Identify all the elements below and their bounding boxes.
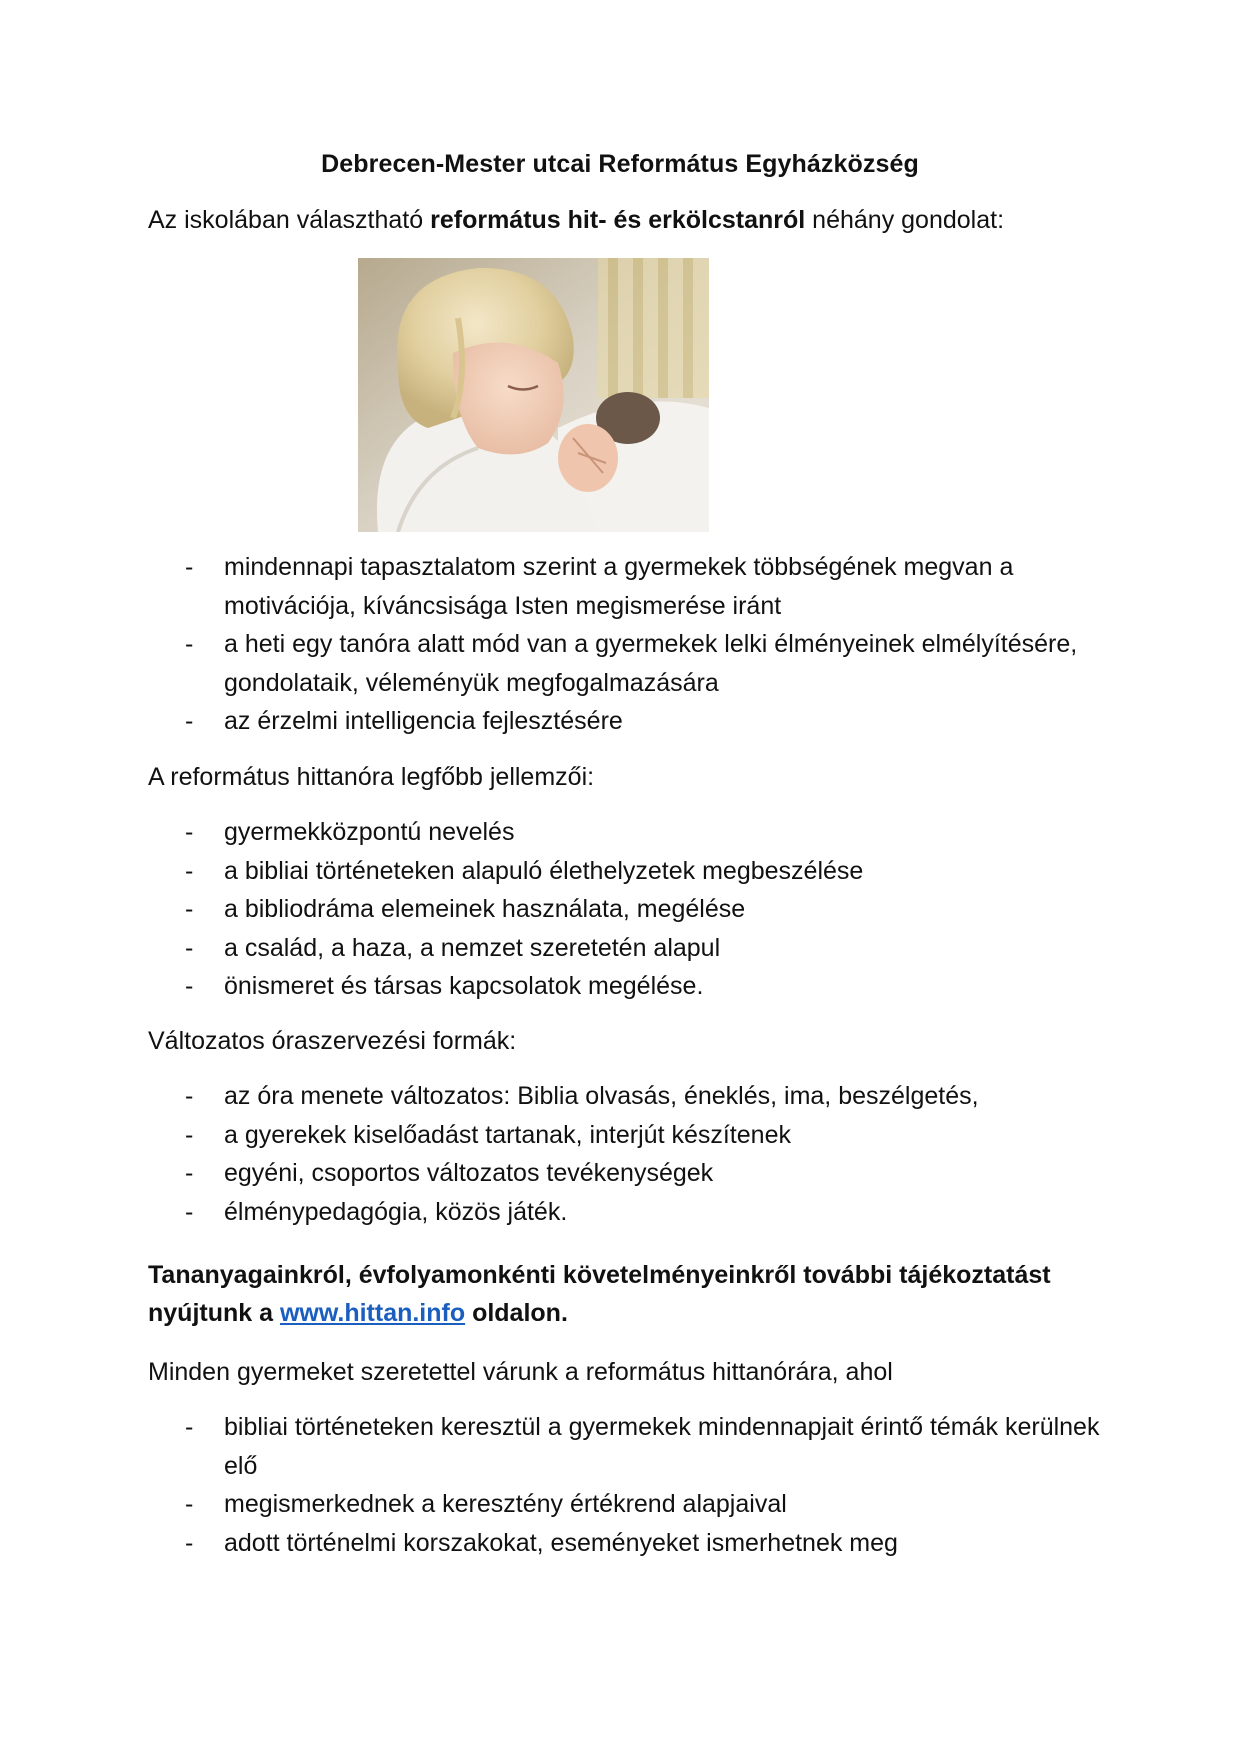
praying-child-photo xyxy=(358,258,709,532)
bullet-dash: - xyxy=(185,553,194,581)
hittan-info-link[interactable]: www.hittan.info xyxy=(279,1299,466,1327)
list-item xyxy=(148,1408,1108,1485)
list-features xyxy=(148,813,1108,1006)
list-item-text: a bibliai történeteken alapuló élethelyzetek megbeszélése xyxy=(224,856,864,885)
list-item-text: a bibliodráma elemeinek használata, megélése xyxy=(224,895,746,923)
list-item-text: gyermekközpontú nevelés xyxy=(224,818,515,846)
list-item-text: a heti egy tanóra alatt mód van a gyermekek lelki élményeinek elmélyítésére, gondolataik, véleményük megfogalmazására xyxy=(224,630,1078,697)
list-item-text: a gyerekek kiselőadást tartanak, interjút készítenek xyxy=(224,1120,791,1149)
list-item xyxy=(148,702,1108,741)
bullet-dash: - xyxy=(185,895,194,923)
list-item xyxy=(148,548,1108,625)
section-heading-features: A református hittanóra legfőbb jellemzői: xyxy=(148,763,595,791)
list-item-text: egyéni, csoportos változatos tevékenységek xyxy=(224,1159,714,1187)
list-item xyxy=(148,1077,1108,1116)
bullet-dash: - xyxy=(185,818,194,846)
bullet-dash: - xyxy=(185,1120,194,1149)
list-item xyxy=(148,890,1108,929)
list-item xyxy=(148,813,1108,852)
bullet-dash: - xyxy=(185,933,194,962)
list-welcome xyxy=(148,1408,1108,1562)
bullet-dash: - xyxy=(185,1490,194,1518)
list-item-text: megismerkednek a keresztény értékrend alapjaival xyxy=(224,1490,787,1518)
list-item-text: a család, a haza, a nemzet szeretetén alapul xyxy=(224,933,721,962)
list-item xyxy=(148,1154,1108,1193)
list-item-text: az óra menete változatos: Biblia olvasás, éneklés, ima, beszélgetés, xyxy=(224,1082,979,1110)
bullet-dash: - xyxy=(185,1159,194,1187)
info-text-after: oldalon. xyxy=(465,1299,568,1327)
list-item xyxy=(148,1193,1108,1232)
list-item xyxy=(148,625,1108,702)
list-item-text: élménypedagógia, közös játék. xyxy=(224,1197,568,1226)
intro-text-after: néhány gondolat: xyxy=(805,206,1005,234)
list-item-text: bibliai történeteken keresztül a gyermekek mindennapjait érintő témák kerülnek elő xyxy=(224,1413,1100,1480)
bullet-dash: - xyxy=(185,1197,194,1226)
info-paragraph xyxy=(148,1256,1108,1332)
list-motivation xyxy=(148,548,1108,741)
list-item xyxy=(148,967,1108,1006)
intro-paragraph xyxy=(148,201,1108,239)
intro-text-before: Az iskolában választható xyxy=(148,206,431,234)
list-item xyxy=(148,852,1108,891)
bullet-dash: - xyxy=(185,856,194,885)
bullet-dash: - xyxy=(185,630,194,658)
list-item xyxy=(148,1116,1108,1155)
list-forms xyxy=(148,1077,1108,1231)
list-item-text: az érzelmi intelligencia fejlesztésére xyxy=(224,707,623,735)
bullet-dash: - xyxy=(185,707,194,735)
bullet-dash: - xyxy=(185,972,194,1000)
bullet-dash: - xyxy=(185,1082,194,1110)
info-text-before: Tananyagainkról, évfolyamonkénti követelményeinkről további tájékoztatást nyújtunk a xyxy=(148,1261,1051,1327)
list-item xyxy=(148,1524,1108,1563)
list-item-text: önismeret és társas kapcsolatok megélése. xyxy=(224,972,704,1000)
list-item xyxy=(148,929,1108,968)
section-heading-forms: Változatos óraszervezési formák: xyxy=(148,1027,517,1055)
bullet-dash: - xyxy=(185,1413,194,1441)
intro-text-bold: református hit- és erkölcstanról xyxy=(430,206,806,234)
list-item-text: mindennapi tapasztalatom szerint a gyermekek többségének megvan a motivációja, kíváncsisága Isten megismerése iránt xyxy=(224,553,1014,620)
list-item xyxy=(148,1485,1108,1524)
list-item-text: adott történelmi korszakokat, eseményeket ismerhetnek meg xyxy=(224,1528,898,1557)
bullet-dash: - xyxy=(185,1528,194,1557)
section-heading-welcome: Minden gyermeket szeretettel várunk a református hittanórára, ahol xyxy=(148,1358,893,1386)
document-title: Debrecen-Mester utcai Református Egyházközség xyxy=(321,150,919,178)
